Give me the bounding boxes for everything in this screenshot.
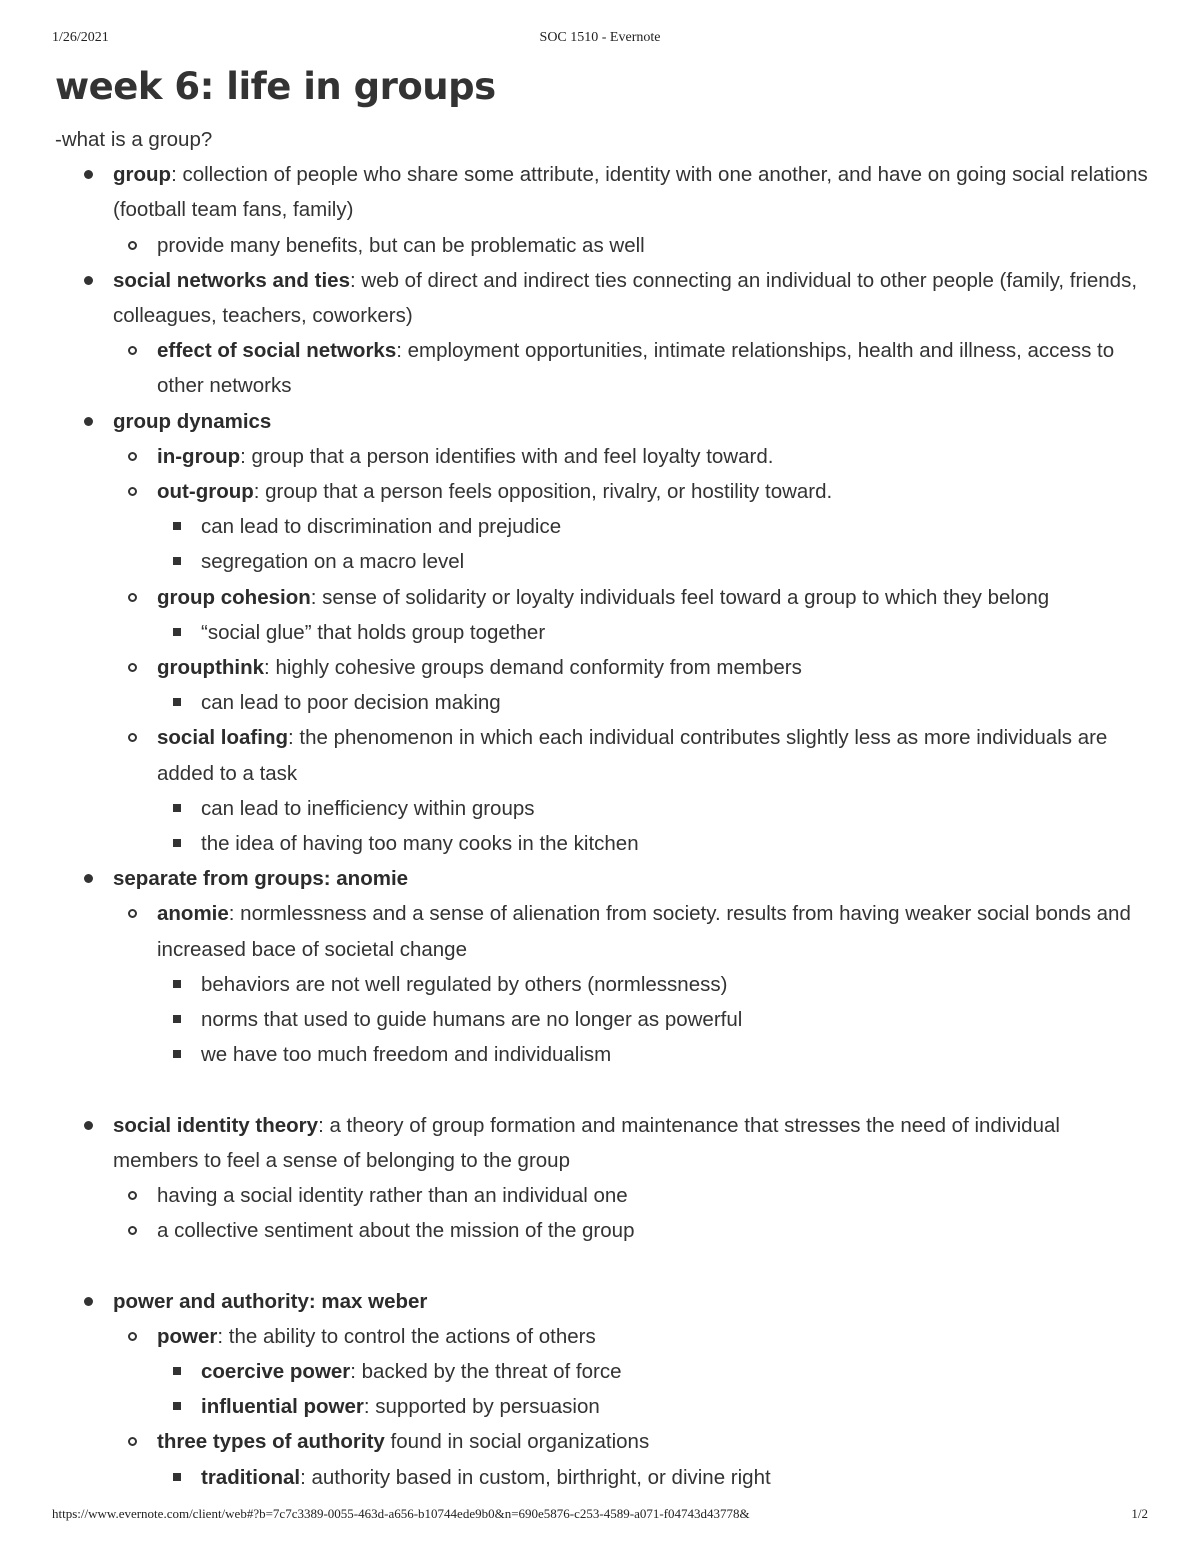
- bullet-circle-icon: [128, 733, 137, 742]
- term: group cohesion: [157, 585, 311, 609]
- bullet-list: [55, 157, 1150, 1072]
- list-item: [113, 650, 1150, 720]
- list-item: [113, 1424, 1150, 1494]
- bullet-square-icon: [173, 1473, 181, 1481]
- term: traditional: [201, 1465, 301, 1489]
- list-item-group: [55, 157, 1150, 263]
- term: anomie: [157, 902, 229, 926]
- item-text: we have too much freedom and individualism: [201, 1043, 612, 1067]
- bullet-square-icon: [173, 1402, 181, 1410]
- definition: : backed by the threat of force: [350, 1360, 622, 1384]
- bullet-square-icon: [173, 804, 181, 812]
- term: coercive power: [201, 1360, 351, 1384]
- item-text: can lead to poor decision making: [201, 691, 501, 715]
- list-item: [157, 544, 1150, 579]
- list-item: [113, 580, 1150, 650]
- bullet-disc-icon: [84, 417, 93, 426]
- bullet-circle-icon: [128, 487, 137, 496]
- list-item: [113, 720, 1150, 861]
- definition: : collection of people who share some attribute, identity with one another, and have on going social relations (football team fans, family): [113, 163, 1148, 222]
- term: effect of social networks: [157, 339, 397, 363]
- bullet-circle-icon: [128, 593, 137, 602]
- list-item: [157, 826, 1150, 861]
- definition: : web of direct and indirect ties connecting an individual to other people (family, friends, colleagues, teachers, coworkers): [113, 268, 1138, 328]
- term: groupthink: [157, 656, 265, 680]
- item-text: behaviors are not well regulated by others (normlessness): [201, 972, 728, 996]
- bullet-circle-icon: [128, 1191, 137, 1200]
- list-item-social-networks: [55, 263, 1150, 404]
- bullet-disc-icon: [84, 874, 93, 883]
- definition: : the ability to control the actions of others: [217, 1324, 596, 1348]
- definition: : a theory of group formation and maintenance that stresses the need of individual members to feel a sense of belonging to the group: [113, 1113, 1060, 1172]
- bullet-list: [55, 1108, 1150, 1249]
- bullet-circle-icon: [128, 1226, 137, 1235]
- definition: : authority based in custom, birthright, or divine right: [300, 1465, 771, 1489]
- item-text: “social glue” that holds group together: [201, 620, 546, 644]
- term: social loafing: [157, 726, 288, 750]
- print-footer: [52, 1506, 1148, 1526]
- definition: : employment opportunities, intimate relationships, health and illness, access to other networks: [157, 339, 1115, 398]
- bullet-disc-icon: [84, 1121, 93, 1130]
- note-title: week 6: life in groups: [55, 65, 496, 108]
- bullet-list: [55, 1284, 1150, 1495]
- list-item: [157, 615, 1150, 650]
- definition: : normlessness and a sense of alienation from society. results from having weaker social bonds and increased bace of societal change: [157, 902, 1131, 961]
- term: out-group: [157, 480, 254, 504]
- item-text: can lead to inefficiency within groups: [201, 796, 535, 820]
- bullet-disc-icon: [84, 276, 93, 285]
- bullet-square-icon: [173, 522, 181, 530]
- item-text: a collective sentiment about the mission of the group: [157, 1219, 635, 1243]
- list-item-anomie: [55, 861, 1150, 1072]
- list-item: [157, 1037, 1150, 1072]
- bullet-disc-icon: [84, 1297, 93, 1306]
- term: group dynamics: [113, 409, 272, 433]
- list-item: [113, 1319, 1150, 1425]
- item-text: provide many benefits, but can be problematic as well: [157, 233, 645, 257]
- list-item: [113, 333, 1150, 403]
- item-text: the idea of having too many cooks in the kitchen: [201, 832, 639, 856]
- blank-line: [55, 1248, 1150, 1283]
- bullet-circle-icon: [128, 241, 137, 250]
- bullet-square-icon: [173, 628, 181, 636]
- bullet-square-icon: [173, 557, 181, 565]
- bullet-square-icon: [173, 1367, 181, 1375]
- definition: found in social organizations: [384, 1430, 650, 1454]
- bullet-disc-icon: [84, 170, 93, 179]
- item-text: norms that used to guide humans are no longer as powerful: [201, 1008, 743, 1032]
- list-item: [113, 439, 1150, 474]
- term: three types of authority: [157, 1430, 385, 1454]
- bullet-square-icon: [173, 980, 181, 988]
- note-body: [55, 122, 1150, 1495]
- list-item: [157, 1389, 1150, 1424]
- list-item-social-identity-theory: [55, 1108, 1150, 1249]
- term: in-group: [157, 444, 241, 468]
- list-item: [157, 967, 1150, 1002]
- page-url: https://www.evernote.com/client/web#?b=7c7c3389-0055-463d-a656-b10744ede9b0&n=690e5876-c253-4589-a071-f04743d43778&: [52, 1506, 750, 1521]
- print-document-title: SOC 1510 - Evernote: [539, 30, 661, 45]
- definition: : group that a person identifies with and feel loyalty toward.: [240, 444, 774, 468]
- bullet-circle-icon: [128, 909, 137, 918]
- list-item: [157, 1354, 1150, 1389]
- term: social identity theory: [113, 1113, 319, 1137]
- list-item: [113, 896, 1150, 1072]
- bullet-square-icon: [173, 1050, 181, 1058]
- term: influential power: [201, 1395, 364, 1419]
- bullet-circle-icon: [128, 452, 137, 461]
- list-item: [113, 228, 1150, 263]
- item-text: can lead to discrimination and prejudice: [201, 515, 562, 539]
- term: group: [113, 163, 172, 187]
- blank-line: [55, 1072, 1150, 1107]
- bullet-square-icon: [173, 839, 181, 847]
- bullet-square-icon: [173, 698, 181, 706]
- term: power: [157, 1324, 218, 1348]
- bullet-circle-icon: [128, 1332, 137, 1341]
- term: social networks and ties: [113, 268, 350, 292]
- definition: : sense of solidarity or loyalty individuals feel toward a group to which they belong: [310, 585, 1050, 609]
- item-text: segregation on a macro level: [201, 550, 465, 574]
- list-item-power-and-authority: [55, 1284, 1150, 1495]
- bullet-circle-icon: [128, 1437, 137, 1446]
- list-item-group-dynamics: [55, 404, 1150, 862]
- list-item: [157, 1002, 1150, 1037]
- intro-line: -what is a group?: [55, 128, 213, 151]
- list-item: [157, 791, 1150, 826]
- definition: : supported by persuasion: [363, 1395, 600, 1419]
- definition: : highly cohesive groups demand conformity from members: [264, 656, 802, 680]
- term: power and authority: max weber: [113, 1289, 428, 1313]
- definition: : group that a person feels opposition, rivalry, or hostility toward.: [253, 480, 833, 504]
- bullet-circle-icon: [128, 346, 137, 355]
- list-item: [113, 1178, 1150, 1213]
- list-item: [157, 685, 1150, 720]
- item-text: having a social identity rather than an individual one: [157, 1184, 628, 1208]
- bullet-circle-icon: [128, 663, 137, 672]
- page-number: 1/2: [1131, 1506, 1148, 1521]
- print-date: 1/26/2021: [52, 30, 109, 45]
- list-item: [157, 509, 1150, 544]
- list-item: [157, 1460, 1150, 1495]
- term: separate from groups: anomie: [113, 867, 409, 891]
- list-item: [113, 1213, 1150, 1248]
- definition: : the phenomenon in which each individual contributes slightly less as more individuals are added to a task: [157, 726, 1108, 785]
- print-header: [52, 30, 1148, 50]
- list-item: [113, 474, 1150, 580]
- bullet-square-icon: [173, 1015, 181, 1023]
